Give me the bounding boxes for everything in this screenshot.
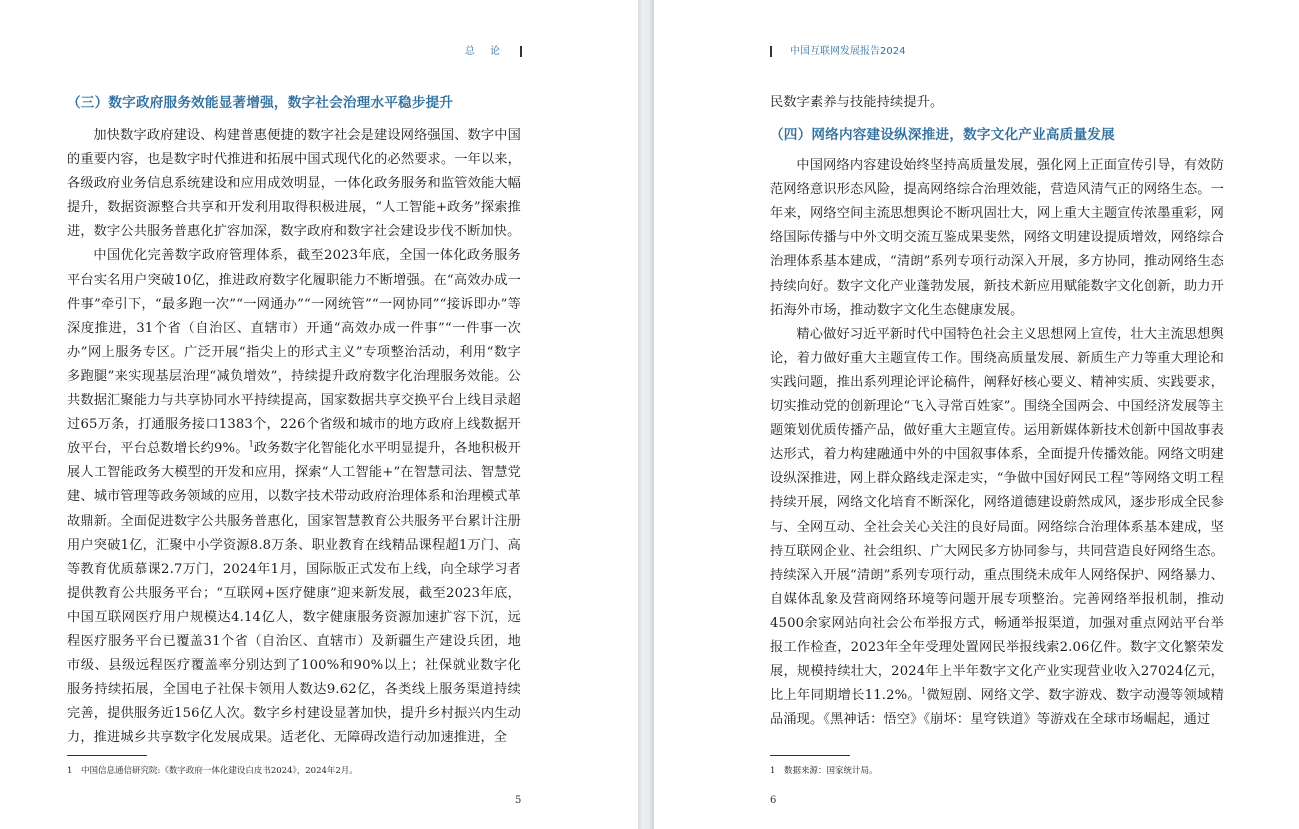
right-page-body	[770, 91, 1224, 732]
body-text: 精心做好习近平新时代中国特色社会主义思想网上宣传，壮大主流思想舆论，着力做好重大主题宣传工作。围绕高质量发展、新质生产力等重大理论和实践问题，推出系列理论评论稿件，阐释好核心要义、精神实质、实践要求，切实推动党的创新理论“飞入寻常百姓家”。围绕全国两会、中国经济发展等主题策划优质传播产品，做好重大主题宣传。运用新媒体新技术创新中国故事表达形式，着力构建融通中外的中国叙事体系，全面提升传播效能。网络文明建设纵深推进，网上群众路线走深走实，“争做中国好网民工程”等网络文明工程持续开展，网络文化培育不断深化，网络道德建设蔚然成风，逐步形成全民参与、全网互动、全社会关心关注的良好局面。网络综合治理体系基本建成，坚持互联网企业、社会组织、广大网民多方协同参与，共同营造良好网络生态。持续深入开展“清朗”系列专项行动，重点围绕未成年人网络保护、网络暴力、自媒体乱象及营商网络环境等问题开展专项整治。完善网络举报机制，推动4500余家网站向社会公布举报方式，畅通举报渠道，加强对重点网站平台举报工作检查，2023年全年受理处置网民举报线索2.06亿件。数字文化繁荣发展，规模持续壮大，2024年上半年数字文化产业实现营业收入27024亿元，比上年同期增长11.2%。	[770, 326, 1224, 704]
book-spine-gutter	[638, 0, 654, 829]
body-text: 微短剧、网络文学、数字游戏、数字动漫等领域精品涌现。《黑神话：悟空》《崩坏：星穹铁道》等游戏在全球市场崛起，通过	[770, 688, 1224, 728]
section-title: （三）数字政府服务效能显著增强，数字社会治理水平稳步提升	[67, 95, 454, 111]
running-head-text: 总 论	[464, 46, 506, 57]
body-text: 政务数字化智能化水平明显提升，各地积极开展人工智能政务大模型的开发和应用，探索“人工智能+”在智慧司法、智慧党建、城市管理等政务领域的应用，以数字技术带动政府治理体系和治理模式革故鼎新。全面促进数字公共服务普惠化，国家智慧教育公共服务平台累计注册用户突破1亿，汇聚中小学资源8.8万条、职业教育在线精品课程超1万门、高等教育优质慕课2.7万门，2024年1月，国际版正式发布上线，向全球学习者提供教育公共服务平台；“互联网+医疗健康”迎来新发展，截至2023年底，中国互联网医疗用户规模达4.14亿人，数字健康服务资源加速扩容下沉，远程医疗服务平台已覆盖31个省（自治区、直辖市）及新疆生产建设兵团，地市级、县级远程医疗覆盖率分别达到了100%和90%以上；社保就业数字化服务持续拓展，全国电子社保卡领用人数达9.62亿，各类线上服务渠道持续完善，提供服务近156亿人次。数字乡村建设显著加快，提升乡村振兴内生动力，推进城乡共享数字化发展成果。适老化、无障碍改造行动加速推进，全	[67, 441, 521, 746]
footnote-marker: 1	[921, 686, 927, 696]
running-head-bar	[520, 46, 522, 57]
body-paragraph: 加快数字政府建设、构建普惠便捷的数字社会是建设网络强国、数字中国的重要内容，也是数字时代推进和拓展中国式现代化的必然要求。一年以来，各级政府业务信息系统建设和应用成效明显，一体化政务服务和监管效能大幅提升，数据资源整合共享和开发利用取得积极进展，“人工智能+政务”探索推进，数字公共服务普惠化扩容加深，数字政府和数字社会建设步伐不断加快。	[67, 128, 521, 240]
footnote-text: 数据来源：国家统计局。	[784, 766, 878, 776]
body-paragraph	[770, 323, 1224, 733]
footnote-marker: 1	[248, 439, 254, 449]
right-page	[654, 0, 1299, 829]
footnote-number: 1	[67, 766, 73, 776]
page-number: 6	[770, 795, 777, 806]
footnote-number: 1	[770, 766, 776, 776]
running-head-bar	[770, 46, 772, 57]
continued-paragraph: 民数字素养与技能持续提升。	[770, 95, 944, 110]
running-head	[465, 42, 522, 57]
left-page	[0, 0, 638, 829]
running-head-text: 中国互联网发展报告2024	[790, 46, 906, 57]
footnote-text: 中国信息通信研究院:《数字政府一体化建设白皮书2024》，2024年2月。	[81, 766, 358, 776]
footnote-rule	[770, 755, 850, 756]
section-title: （四）网络内容建设纵深推进，数字文化产业高质量发展	[770, 127, 1115, 144]
footnote	[67, 764, 358, 776]
footnote	[770, 764, 878, 776]
page-number: 5	[515, 795, 522, 806]
body-paragraph	[67, 244, 521, 750]
body-paragraph: 中国网络内容建设始终坚持高质量发展，强化网上正面宣传引导，有效防范网络意识形态风险，提高网络综合治理效能，营造风清气正的网络生态。一年来，网络空间主流思想舆论不断巩固壮大，网上重大主题宣传浓墨重彩，网络国际传播与中外文明交流互鉴成果斐然，网络文明建设提质增效，网络综合治理体系基本建成，“清朗”系列专项行动深入开展，多方协同，推动网络生态持续向好。数字文化产业蓬勃发展，新技术新应用赋能数字文化创新，助力开拓海外市场，推动数字文化生态健康发展。	[770, 158, 1224, 318]
body-text: 中国优化完善数字政府管理体系，截至2023年底，全国一体化政务服务平台实名用户突破10亿，推进政府数字化履职能力不断增强。在“高效办成一件事”牵引下，“最多跑一次”“一网通办”“一网统管”“一网协同”“接诉即办”等深度推进，31个省（自治区、直辖市）开通“高效办成一件事”“一件事一次办”网上服务专区。广泛开展“指尖上的形式主义”专项整治活动，利用“数字多跑腿”来实现基层治理“减负增效”，持续提升政府数字化治理服务效能。公共数据汇聚能力与共享协同水平持续提高，国家数据共享交换平台上线目录超过65万条，打通服务接口1383个，226个省级和城市的地方政府上线数据开放平台，平台总数增长约9%。	[67, 248, 521, 457]
footnote-rule	[67, 755, 147, 756]
running-head	[770, 42, 905, 57]
left-page-body	[67, 91, 521, 750]
